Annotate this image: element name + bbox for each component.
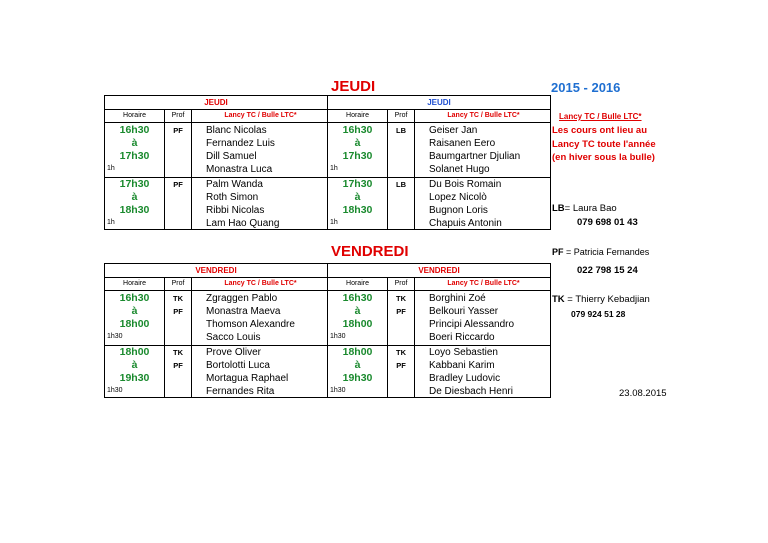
- col-prof: Prof: [394, 112, 408, 119]
- notes-info-line-2: Lancy TC toute l'année: [552, 138, 656, 150]
- student-name: Borghini Zoé: [429, 293, 486, 304]
- divider: [414, 277, 415, 397]
- student-name: Solanet Hugo: [429, 164, 490, 175]
- slot-duration: 1h: [330, 165, 338, 172]
- divider: [105, 290, 327, 291]
- slot-prof: TK: [396, 294, 406, 303]
- divider: [105, 122, 327, 123]
- slot-a: à: [131, 359, 138, 371]
- col-horaire: Horaire: [346, 112, 369, 119]
- student-name: Geiser Jan: [429, 125, 478, 136]
- student-name: Roth Simon: [206, 192, 259, 203]
- slot-a: à: [354, 137, 361, 149]
- slot-end-time: 17h30: [342, 150, 373, 162]
- slot-a: à: [131, 137, 138, 149]
- student-name: Principi Alessandro: [429, 319, 515, 330]
- col-prof: Prof: [171, 280, 185, 287]
- student-name: Chapuis Antonin: [429, 218, 502, 229]
- student-name: Bradley Ludovic: [429, 373, 501, 384]
- student-name: Du Bois Romain: [429, 179, 502, 190]
- tk-phone: 079 924 51 28: [571, 309, 626, 319]
- student-name: Kabbani Karim: [429, 360, 495, 371]
- slot-prof: LB: [396, 180, 406, 189]
- block-title: VENDREDI: [328, 264, 550, 278]
- slot-end-time: 18h30: [342, 204, 373, 216]
- slot-start-time: 17h30: [342, 178, 373, 190]
- slot-duration: 1h30: [107, 387, 123, 394]
- student-name: De Diesbach Henri: [429, 386, 513, 397]
- slot-start-time: 16h30: [119, 292, 150, 304]
- slot-prof: TK: [173, 348, 183, 357]
- tk-label: TK: [552, 294, 565, 305]
- divider: [191, 277, 192, 397]
- pf-name: = Patricia Fernandes: [563, 247, 650, 257]
- slot-start-time: 18h00: [119, 346, 150, 358]
- slot-duration: 1h30: [330, 333, 346, 340]
- divider: [328, 290, 550, 291]
- student-name: Prove Oliver: [206, 347, 262, 358]
- slot-start-time: 16h30: [119, 124, 150, 136]
- student-name: Mortagua Raphael: [206, 373, 289, 384]
- slot-end-time: 17h30: [119, 150, 150, 162]
- notes-lancy-title: Lancy TC / Bulle LTC*: [559, 112, 642, 121]
- slot-start-time: 16h30: [342, 292, 373, 304]
- season-label: 2015 - 2016: [551, 80, 621, 95]
- student-name: Zgraggen Pablo: [206, 293, 278, 304]
- lb-contact: [552, 203, 617, 214]
- slot-prof: PF: [396, 307, 406, 316]
- slot-prof: PF: [396, 361, 406, 370]
- slot-end-time: 18h00: [342, 318, 373, 330]
- slot-start-time: 18h00: [342, 346, 373, 358]
- slot-prof: PF: [173, 307, 183, 316]
- col-horaire: Horaire: [346, 280, 369, 287]
- student-name: Dill Samuel: [206, 151, 257, 162]
- student-name: Bugnon Loris: [429, 205, 488, 216]
- pf-label: PF: [552, 247, 564, 257]
- divider: [328, 122, 550, 123]
- student-name: Monastra Luca: [206, 164, 273, 175]
- slot-start-time: 17h30: [119, 178, 150, 190]
- slot-prof: PF: [173, 126, 183, 135]
- col-horaire: Horaire: [123, 112, 146, 119]
- slot-prof: PF: [173, 361, 183, 370]
- divider: [191, 109, 192, 229]
- student-name: Thomson Alexandre: [206, 319, 295, 330]
- slot-a: à: [354, 191, 361, 203]
- student-name: Lopez Nicolò: [429, 192, 487, 203]
- slot-prof: LB: [396, 126, 406, 135]
- lb-phone: 079 698 01 43: [577, 217, 638, 228]
- divider: [414, 109, 415, 229]
- student-name: Ribbi Nicolas: [206, 205, 265, 216]
- student-name: Boeri Riccardo: [429, 332, 495, 343]
- student-name: Fernandes Rita: [206, 386, 275, 397]
- student-name: Lam Hao Quang: [206, 218, 280, 229]
- slot-end-time: 19h30: [119, 372, 150, 384]
- pf-phone: 022 798 15 24: [577, 265, 638, 276]
- pf-contact: [552, 247, 649, 257]
- slot-duration: 1h30: [330, 387, 346, 394]
- jeudi-block-2: [327, 95, 551, 230]
- vendredi-block-1: [104, 263, 328, 398]
- col-prof: Prof: [171, 112, 185, 119]
- slot-duration: 1h: [107, 219, 115, 226]
- document-date: 23.08.2015: [619, 388, 667, 399]
- slot-duration: 1h: [330, 219, 338, 226]
- slot-prof: PF: [173, 180, 183, 189]
- slot-prof: TK: [173, 294, 183, 303]
- slot-duration: 1h: [107, 165, 115, 172]
- block-title: JEUDI: [105, 96, 327, 110]
- col-prof: Prof: [394, 280, 408, 287]
- notes-info-line-1: Les cours ont lieu au: [552, 125, 648, 136]
- slot-start-time: 16h30: [342, 124, 373, 136]
- tk-contact: [552, 294, 650, 305]
- jeudi-heading: JEUDI: [331, 78, 376, 95]
- student-name: Monastra Maeva: [206, 306, 281, 317]
- col-lancy: Lancy TC / Bulle LTC*: [447, 280, 520, 287]
- student-name: Belkouri Yasser: [429, 306, 499, 317]
- col-lancy: Lancy TC / Bulle LTC*: [224, 280, 297, 287]
- student-name: Bortolotti Luca: [206, 360, 270, 371]
- slot-prof: TK: [396, 348, 406, 357]
- lb-name: = Laura Bao: [564, 203, 617, 214]
- student-name: Fernandez Luis: [206, 138, 275, 149]
- tk-name: = Thierry Kebadjian: [564, 294, 650, 305]
- slot-a: à: [131, 305, 138, 317]
- slot-end-time: 18h00: [119, 318, 150, 330]
- slot-a: à: [354, 359, 361, 371]
- student-name: Baumgartner Djulian: [429, 151, 521, 162]
- student-name: Loyo Sebastien: [429, 347, 498, 358]
- student-name: Sacco Louis: [206, 332, 261, 343]
- col-horaire: Horaire: [123, 280, 146, 287]
- block-title: JEUDI: [328, 96, 550, 110]
- slot-duration: 1h30: [107, 333, 123, 340]
- notes-info-line-3: (en hiver sous la bulle): [552, 152, 655, 163]
- col-lancy: Lancy TC / Bulle LTC*: [224, 112, 297, 119]
- student-name: Raisanen Eero: [429, 138, 496, 149]
- vendredi-block-2: [327, 263, 551, 398]
- col-lancy: Lancy TC / Bulle LTC*: [447, 112, 520, 119]
- slot-end-time: 19h30: [342, 372, 373, 384]
- student-name: Blanc Nicolas: [206, 125, 267, 136]
- jeudi-block-1: [104, 95, 328, 230]
- student-name: Palm Wanda: [206, 179, 263, 190]
- vendredi-heading: VENDREDI: [331, 243, 409, 260]
- slot-a: à: [354, 305, 361, 317]
- slot-end-time: 18h30: [119, 204, 150, 216]
- slot-a: à: [131, 191, 138, 203]
- block-title: VENDREDI: [105, 264, 327, 278]
- lb-label: LB: [552, 203, 565, 214]
